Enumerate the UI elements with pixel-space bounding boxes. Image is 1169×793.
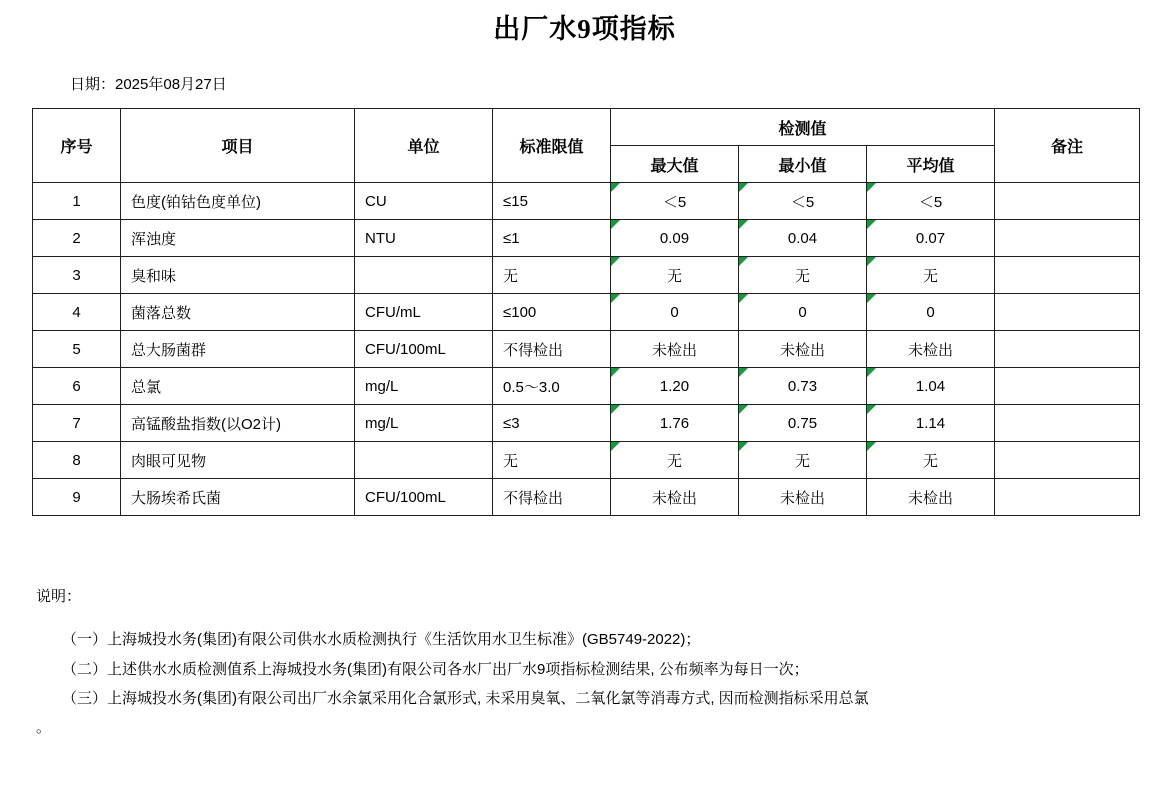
header-remark: 备注: [995, 109, 1140, 183]
header-no: 序号: [33, 109, 121, 183]
header-detection: 检测值: [611, 109, 995, 146]
table-row: [33, 368, 1140, 405]
cell-limit: 无: [493, 257, 611, 294]
header-limit: 标准限值: [493, 109, 611, 183]
water-quality-table: [32, 108, 1140, 516]
cell-avg: 无: [867, 442, 995, 479]
cell-unit: CU: [355, 183, 493, 220]
table-row: [33, 257, 1140, 294]
cell-limit: 不得检出: [493, 479, 611, 516]
table-row: [33, 220, 1140, 257]
cell-min: 未检出: [739, 331, 867, 368]
cell-no: 6: [33, 368, 121, 405]
cell-min: 无: [739, 442, 867, 479]
cell-unit: CFU/100mL: [355, 479, 493, 516]
cell-max: 1.76: [611, 405, 739, 442]
cell-min: ＜5: [739, 183, 867, 220]
cell-unit: mg/L: [355, 368, 493, 405]
cell-limit: 0.5～3.0: [493, 368, 611, 405]
cell-no: 3: [33, 257, 121, 294]
cell-no: 4: [33, 294, 121, 331]
note-line-2: （二）上述供水水质检测值系上海城投水务(集团)有限公司各水厂出厂水9项指标检测结果, 公布频率为每日一次；: [62, 660, 809, 678]
cell-no: 7: [33, 405, 121, 442]
header-unit: 单位: [355, 109, 493, 183]
cell-no: 8: [33, 442, 121, 479]
note-line-4: 。: [36, 719, 52, 737]
notes-section: [36, 582, 1169, 742]
cell-max: 未检出: [611, 479, 739, 516]
cell-min: 0.75: [739, 405, 867, 442]
note-line-1: （一）上海城投水务(集团)有限公司供水水质检测执行《生活饮用水卫生标准》(GB5749-2022)；: [62, 631, 701, 649]
cell-min: 未检出: [739, 479, 867, 516]
cell-remark: [995, 405, 1140, 442]
cell-no: 9: [33, 479, 121, 516]
cell-item: 总大肠菌群: [121, 331, 355, 368]
header-avg: 平均值: [867, 146, 995, 183]
note-line-3: （三）上海城投水务(集团)有限公司出厂水余氯采用化合氯形式, 未采用臭氧、二氧化氯等消毒方式, 因而检测指标采用总氯: [62, 689, 869, 707]
cell-max: 0.09: [611, 220, 739, 257]
cell-limit: ≤1: [493, 220, 611, 257]
table-row: [33, 405, 1140, 442]
cell-limit: 不得检出: [493, 331, 611, 368]
cell-avg: 0.07: [867, 220, 995, 257]
table-row: [33, 183, 1140, 220]
cell-min: 无: [739, 257, 867, 294]
cell-max: 未检出: [611, 331, 739, 368]
cell-remark: [995, 183, 1140, 220]
cell-limit: ≤15: [493, 183, 611, 220]
cell-remark: [995, 220, 1140, 257]
report-date: 日期：2025年08月27日: [70, 76, 227, 94]
header-item: 项目: [121, 109, 355, 183]
cell-item: 色度(铂钴色度单位): [121, 183, 355, 220]
cell-avg: 1.04: [867, 368, 995, 405]
cell-avg: 未检出: [867, 479, 995, 516]
cell-remark: [995, 442, 1140, 479]
cell-avg: 无: [867, 257, 995, 294]
cell-remark: [995, 331, 1140, 368]
cell-avg: ＜5: [867, 183, 995, 220]
table-body: [33, 183, 1140, 516]
cell-remark: [995, 368, 1140, 405]
cell-item: 浑浊度: [121, 220, 355, 257]
cell-min: 0.73: [739, 368, 867, 405]
cell-item: 臭和味: [121, 257, 355, 294]
cell-item: 肉眼可见物: [121, 442, 355, 479]
cell-item: 总氯: [121, 368, 355, 405]
cell-remark: [995, 479, 1140, 516]
table-row: [33, 294, 1140, 331]
cell-no: 1: [33, 183, 121, 220]
cell-remark: [995, 257, 1140, 294]
cell-no: 2: [33, 220, 121, 257]
cell-remark: [995, 294, 1140, 331]
cell-limit: ≤3: [493, 405, 611, 442]
cell-unit: CFU/100mL: [355, 331, 493, 368]
cell-limit: 无: [493, 442, 611, 479]
cell-max: ＜5: [611, 183, 739, 220]
cell-unit: CFU/mL: [355, 294, 493, 331]
table-row: [33, 442, 1140, 479]
cell-avg: 未检出: [867, 331, 995, 368]
cell-avg: 1.14: [867, 405, 995, 442]
cell-unit: NTU: [355, 220, 493, 257]
header-max: 最大值: [611, 146, 739, 183]
table-row: [33, 331, 1140, 368]
cell-max: 无: [611, 257, 739, 294]
cell-item: 大肠埃希氏菌: [121, 479, 355, 516]
cell-unit: [355, 442, 493, 479]
header-min: 最小值: [739, 146, 867, 183]
page-title: 出厂水9项指标: [493, 14, 676, 44]
cell-avg: 0: [867, 294, 995, 331]
table-header-row-1: [33, 109, 1140, 146]
cell-item: 高锰酸盐指数(以O2计): [121, 405, 355, 442]
cell-unit: [355, 257, 493, 294]
notes-title: 说明：: [36, 588, 82, 606]
cell-min: 0: [739, 294, 867, 331]
cell-max: 0: [611, 294, 739, 331]
cell-no: 5: [33, 331, 121, 368]
cell-max: 无: [611, 442, 739, 479]
cell-item: 菌落总数: [121, 294, 355, 331]
cell-unit: mg/L: [355, 405, 493, 442]
table-row: [33, 479, 1140, 516]
cell-limit: ≤100: [493, 294, 611, 331]
cell-min: 0.04: [739, 220, 867, 257]
cell-max: 1.20: [611, 368, 739, 405]
